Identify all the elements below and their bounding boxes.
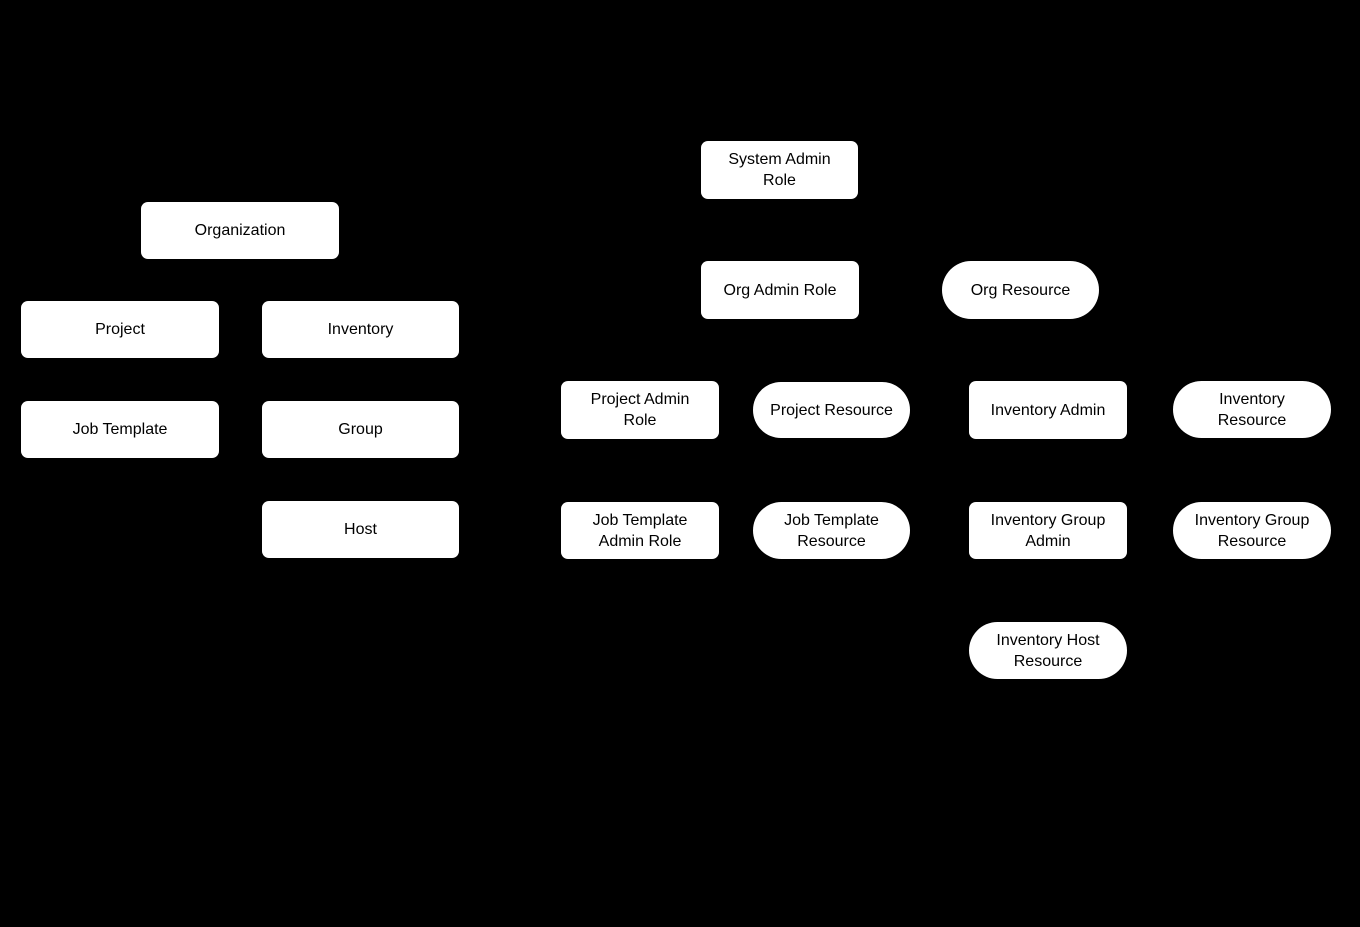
node-label: Role (623, 412, 657, 429)
node-inventory-host-resource (969, 622, 1127, 679)
node-inventory-group-resource (1173, 502, 1331, 559)
node-label: Host (344, 521, 377, 538)
node-inventory-group-admin (969, 502, 1127, 559)
node-label: System Admin (728, 151, 831, 168)
node-label: Role (763, 172, 796, 189)
node-inventory-admin (969, 381, 1127, 439)
node-system-admin-role (701, 141, 858, 199)
node-project-resource (753, 382, 910, 438)
node-label: Admin Role (598, 532, 682, 550)
node-label: Inventory Group (1194, 511, 1310, 529)
node-label: Org Admin Role (723, 281, 837, 299)
node-label: Job Template (72, 421, 168, 438)
node-project-admin-role (561, 381, 719, 439)
node-organization (141, 202, 339, 259)
node-label: Inventory Host (996, 631, 1100, 649)
node-host (262, 501, 459, 558)
node-label: Group (338, 421, 383, 438)
node-job-template (21, 401, 219, 458)
node-label: Inventory Admin (990, 401, 1106, 419)
node-project (21, 301, 219, 358)
node-label: Resource (1013, 652, 1083, 670)
node-label: Org Resource (970, 281, 1071, 299)
node-label: Admin (1025, 532, 1071, 550)
node-label: Resource (797, 532, 866, 550)
node-inventory (262, 301, 459, 358)
node-group (262, 401, 459, 458)
node-label: Resource (1217, 411, 1287, 429)
node-label: Inventory (1219, 390, 1285, 408)
node-label: Job Template (784, 511, 879, 529)
node-label: Inventory (327, 321, 394, 338)
node-label: Project Admin (590, 391, 690, 408)
node-inventory-resource (1173, 381, 1331, 438)
node-label: Job Template (592, 511, 688, 529)
node-job-template-resource (753, 502, 910, 559)
node-org-admin-role (701, 261, 859, 319)
node-label: Organization (194, 222, 286, 239)
node-label: Inventory Group (990, 511, 1106, 529)
node-job-template-admin-role (561, 502, 719, 559)
node-label: Project (95, 321, 145, 338)
node-label: Resource (1217, 532, 1287, 550)
node-label: Project Resource (770, 401, 893, 419)
node-org-resource (942, 261, 1099, 319)
